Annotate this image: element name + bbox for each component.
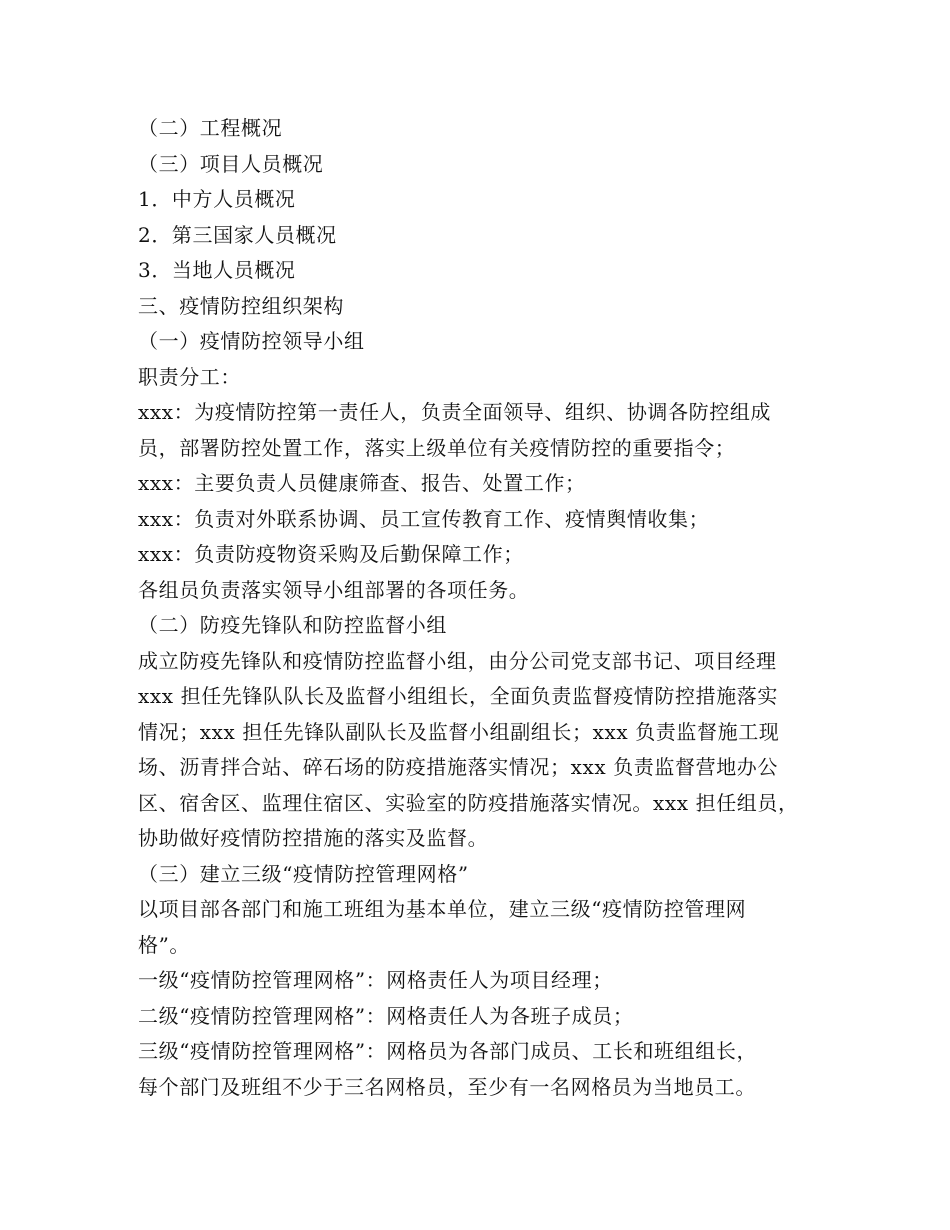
text-line: 协助做好疫情防控措施的落实及监督。 (138, 826, 489, 850)
text-line: xxx 担任先锋队队长及监督小组组长，全面负责监督疫情防控措施落实 (138, 684, 778, 708)
text-line: 成立防疫先锋队和疫情防控监督小组，由分公司党支部书记、项目经理 (138, 648, 777, 673)
subsection-heading-leading-group: （一）疫情防控领导小组 (138, 329, 365, 353)
text-line: 一级“疫情防控管理网格”：网格责任人为项目经理； (138, 968, 613, 992)
text-line: 以项目部各部门和施工班组为基本单位，建立三级“疫情防控管理网 (138, 897, 747, 921)
responsibility-label: 职责分工： (138, 364, 241, 389)
section-heading-project-overview: （二）工程概况 (138, 116, 283, 140)
subsection-heading-management-grid: （三）建立三级“疫情防控管理网格” (138, 861, 469, 886)
text-line: xxx：负责对外联系协调、员工宣传教育工作、疫情舆情收集； (138, 506, 710, 531)
text-line: 二级“疫情防控管理网格”：网格责任人为各班子成员； (138, 1003, 634, 1028)
subheading-chinese-personnel: 1．中方人员概况 (138, 187, 296, 211)
text-line: xxx：主要负责人员健康筛查、报告、处置工作； (138, 471, 586, 495)
subheading-local-personnel: 3．当地人员概况 (138, 258, 296, 282)
text-line: 每个部门及班组不少于三名网格员，至少有一名网格员为当地员工。 (138, 1074, 756, 1099)
text-line: 场、沥青拌合站、碎石场的防疫措施落实情况；xxx 负责监督营地办公 (138, 755, 778, 779)
text-line: 区、宿舍区、监理住宿区、实验室的防疫措施落实情况。xxx 担任组员， (138, 790, 799, 815)
text-line: xxx：负责防疫物资采购及后勤保障工作； (138, 542, 524, 566)
section-heading-organization: 三、疫情防控组织架构 (138, 293, 344, 318)
subsection-heading-vanguard-team: （二）防疫先锋队和防控监督小组 (138, 613, 447, 637)
text-line: xxx：为疫情防控第一责任人，负责全面领导、组织、协调各防控组成 (138, 400, 772, 424)
text-line: 各组员负责落实领导小组部署的各项任务。 (138, 577, 530, 602)
section-heading-personnel-overview: （三）项目人员概况 (138, 151, 324, 176)
text-line: 员，部署防控处置工作，落实上级单位有关疫情防控的重要指令； (138, 435, 736, 460)
text-line: 三级“疫情防控管理网格”：网格员为各部门成员、工长和班组组长， (138, 1039, 758, 1063)
document-body (138, 111, 828, 1105)
text-line: 格”。 (138, 932, 191, 957)
text-line: 情况；xxx 担任先锋队副队长及监督小组副组长；xxx 负责监督施工现 (138, 719, 780, 744)
subheading-third-country-personnel: 2．第三国家人员概况 (138, 222, 337, 247)
